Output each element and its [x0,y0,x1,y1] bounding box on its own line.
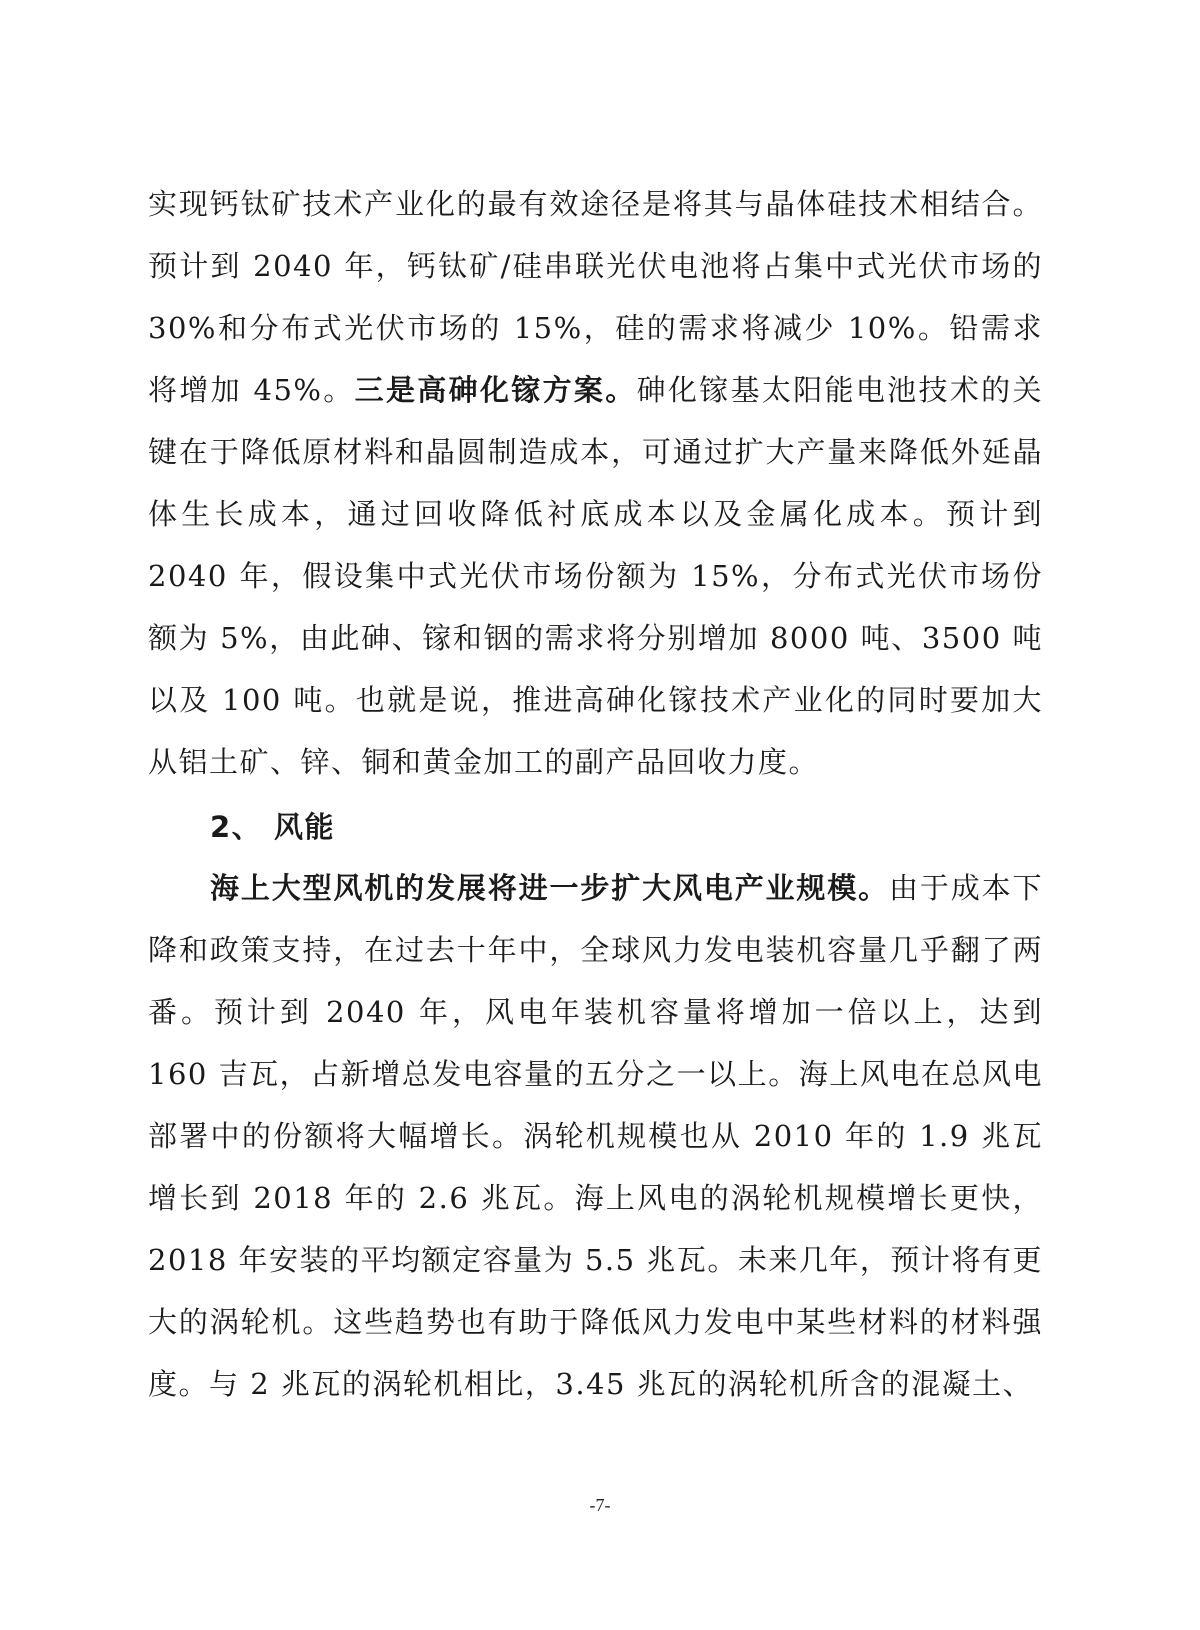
section-heading-wind [210,796,335,858]
paragraph-text: 砷化镓基太阳能电池技术的关键在于降低原材料和晶圆制造成本，可通过扩大产量来降低外延晶体生长成本，通过回收降低衬底成本以及金属化成本。预计到 2040 年，假设集中式光伏市场份额为 15%，分布式光伏市场份额为 5%，由此砷、镓和铟的需求将分别增加 8000 吨、3500 吨以及 100 吨。也就是说，推进高砷化镓技术产业化的同时要加大从铝土矿、锌、铜和黄金加工的副产品回收力度。 [148,373,1043,779]
paragraph-wind [148,857,1043,1415]
section-title: 风能 [274,810,336,844]
paragraph-solar-continued [148,173,1043,793]
paragraph-body [148,173,1043,793]
paragraph-text: 实现钙钛矿技术产业化的最有效途径是将其与晶体硅技术相结合。预计到 2040 年，钙钛矿/硅串联光伏电池将占集中式光伏市场的 30%和分布式光伏市场的 15%，硅的需求将减少 10%。铅需求将增加 45%。 [148,187,1043,407]
bold-lead-sentence: 三是高砷化镓方案。 [354,373,637,407]
section-number: 2、 [210,810,263,844]
paragraph-body [148,857,1043,1415]
page-number: -7- [589,1495,611,1515]
paragraph-text: 由于成本下降和政策支持，在过去十年中，全球风力发电装机容量几乎翻了两番。预计到 2040 年，风电年装机容量将增加一倍以上，达到 160 吉瓦，占新增总发电容量的五分之一以上。海上风电在总风电部署中的份额将大幅增长。涡轮机规模也从 2010 年的 1.9 兆瓦增长到 2018 年的 2.6 兆瓦。海上风电的涡轮机规模增长更快，2018 年安装的平均额定容量为 5.5 兆瓦。未来几年，预计将有更大的涡轮机。这些趋势也有助于降低风力发电中某些材料的材料强度。与 2 兆瓦的涡轮机相比，3.45 兆瓦的涡轮机所含的混凝土、 [148,871,1043,1401]
bold-lead-sentence: 海上大型风机的发展将进一步扩大风电产业规模。 [210,871,890,905]
